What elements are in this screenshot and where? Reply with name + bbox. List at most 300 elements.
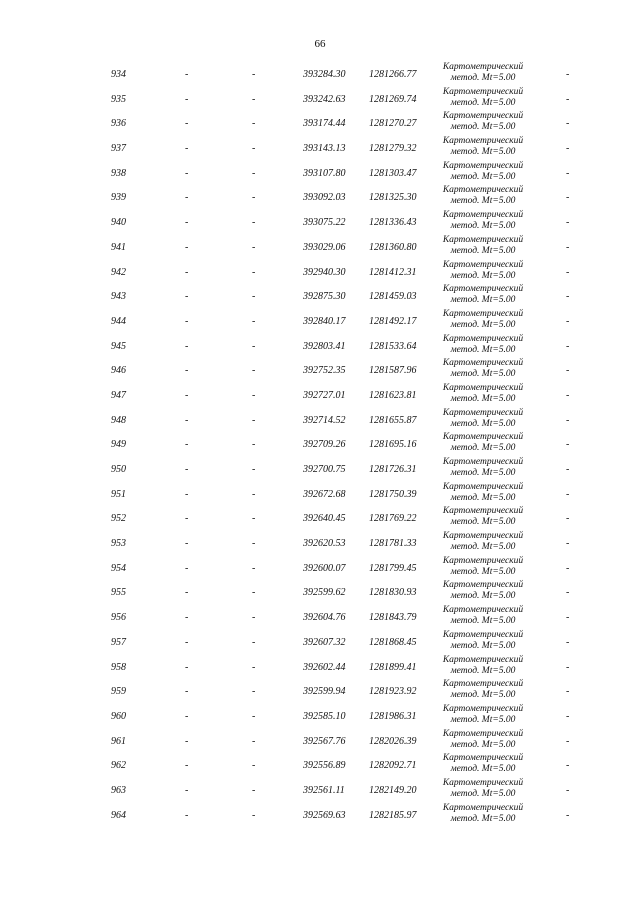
method-line-1: Картометрический bbox=[442, 457, 524, 467]
empty-value-dash: - bbox=[566, 464, 570, 475]
empty-value-dash: - bbox=[252, 562, 256, 574]
method-line-1: Картометрический bbox=[442, 333, 524, 344]
method-line-2: метод. Mt=5.00 bbox=[450, 443, 516, 454]
point-number: 953 bbox=[111, 538, 126, 550]
method-description bbox=[430, 753, 536, 775]
table-row bbox=[0, 160, 640, 185]
empty-value-dash: - bbox=[252, 784, 256, 796]
point-number: 943 bbox=[111, 291, 126, 303]
point-number: 954 bbox=[111, 562, 126, 574]
empty-value-dash: - bbox=[252, 365, 256, 377]
method-line-2: метод. Mt=5.00 bbox=[450, 616, 516, 627]
coordinate-y: 1281279.32 bbox=[369, 143, 417, 155]
method-description bbox=[430, 655, 536, 677]
method-line-2: метод. Mt=5.00 bbox=[450, 393, 516, 404]
point-number: 951 bbox=[111, 488, 126, 500]
method-line-1: Картометрический bbox=[442, 358, 524, 369]
page-number: 66 bbox=[314, 38, 326, 50]
empty-value-dash: - bbox=[566, 143, 570, 155]
method-description bbox=[430, 87, 536, 109]
method-description bbox=[430, 531, 536, 553]
empty-value-dash: - bbox=[185, 538, 189, 550]
point-number: 934 bbox=[111, 69, 126, 80]
table-row bbox=[0, 209, 640, 234]
method-line-1: Картометрический bbox=[442, 531, 524, 542]
table-row bbox=[0, 629, 640, 654]
coordinate-x: 393107.80 bbox=[303, 167, 346, 179]
empty-value-dash: - bbox=[185, 414, 189, 426]
empty-value-dash: - bbox=[252, 464, 256, 475]
coordinate-x: 392752.35 bbox=[303, 365, 346, 377]
method-description bbox=[430, 408, 536, 430]
point-number: 935 bbox=[111, 93, 126, 105]
method-line-1: Картометрический bbox=[442, 777, 524, 788]
empty-value-dash: - bbox=[185, 710, 189, 722]
empty-value-dash: - bbox=[252, 414, 256, 426]
empty-value-dash: - bbox=[185, 612, 189, 624]
empty-value-dash: - bbox=[185, 118, 189, 130]
empty-value-dash: - bbox=[185, 784, 189, 796]
method-description bbox=[430, 556, 536, 578]
empty-value-dash: - bbox=[185, 167, 189, 179]
coordinate-y: 1281360.80 bbox=[369, 241, 417, 253]
table-row bbox=[0, 604, 640, 629]
empty-value-dash: - bbox=[252, 686, 256, 698]
coordinate-y: 1281799.45 bbox=[369, 562, 417, 574]
table-row bbox=[0, 456, 640, 481]
empty-value-dash: - bbox=[252, 315, 256, 327]
coordinate-y: 1281695.16 bbox=[369, 439, 417, 451]
method-line-2: метод. Mt=5.00 bbox=[450, 122, 516, 133]
coordinate-x: 393075.22 bbox=[303, 217, 346, 229]
coordinate-x: 392640.45 bbox=[303, 513, 346, 525]
empty-value-dash: - bbox=[566, 439, 570, 451]
empty-value-dash: - bbox=[566, 809, 570, 821]
coordinate-y: 1281868.45 bbox=[369, 636, 417, 648]
method-line-2: метод. Mt=5.00 bbox=[450, 517, 516, 528]
empty-value-dash: - bbox=[566, 192, 570, 204]
method-line-2: метод. Mt=5.00 bbox=[450, 97, 516, 108]
table-row bbox=[0, 259, 640, 284]
empty-value-dash: - bbox=[185, 93, 189, 105]
table-row bbox=[0, 481, 640, 506]
coordinate-x: 392556.89 bbox=[303, 760, 346, 772]
empty-value-dash: - bbox=[566, 612, 570, 624]
coordinate-y: 1281587.96 bbox=[369, 365, 417, 377]
method-line-1: Картометрический bbox=[442, 210, 524, 221]
empty-value-dash: - bbox=[252, 710, 256, 722]
point-number: 959 bbox=[111, 686, 126, 698]
coordinate-x: 392727.01 bbox=[303, 389, 346, 401]
empty-value-dash: - bbox=[252, 217, 256, 229]
method-description bbox=[430, 803, 536, 825]
method-line-2: метод. Mt=5.00 bbox=[450, 245, 516, 256]
coordinate-y: 1281781.33 bbox=[369, 538, 417, 550]
method-line-2: метод. Mt=5.00 bbox=[450, 196, 516, 207]
coordinate-x: 392604.76 bbox=[303, 612, 346, 624]
coordinate-x: 392561.11 bbox=[303, 784, 345, 796]
method-line-1: Картометрический bbox=[442, 407, 524, 418]
method-line-2: метод. Mt=5.00 bbox=[450, 270, 516, 281]
coordinate-x: 392599.94 bbox=[303, 686, 346, 698]
empty-value-dash: - bbox=[566, 291, 570, 303]
coordinate-y: 1281923.92 bbox=[369, 686, 417, 698]
coordinate-y: 1281726.31 bbox=[369, 464, 417, 475]
empty-value-dash: - bbox=[566, 93, 570, 105]
table-row bbox=[0, 505, 640, 530]
empty-value-dash: - bbox=[252, 69, 256, 80]
coordinate-x: 392567.76 bbox=[303, 735, 346, 747]
table-row bbox=[0, 86, 640, 111]
method-line-1: Картометрический bbox=[442, 62, 524, 72]
empty-value-dash: - bbox=[185, 686, 189, 698]
empty-value-dash: - bbox=[566, 784, 570, 796]
method-line-1: Картометрический bbox=[442, 728, 524, 739]
empty-value-dash: - bbox=[566, 217, 570, 229]
method-description bbox=[430, 506, 536, 528]
empty-value-dash: - bbox=[185, 464, 189, 475]
table-row bbox=[0, 135, 640, 160]
point-number: 941 bbox=[111, 241, 126, 253]
method-line-2: метод. Mt=5.00 bbox=[450, 295, 516, 306]
empty-value-dash: - bbox=[252, 118, 256, 130]
method-line-2: метод. Mt=5.00 bbox=[450, 369, 516, 380]
method-line-1: Картометрический bbox=[442, 86, 524, 97]
empty-value-dash: - bbox=[185, 735, 189, 747]
method-description bbox=[430, 260, 536, 282]
coordinate-y: 1281459.03 bbox=[369, 291, 417, 303]
table-row bbox=[0, 308, 640, 333]
point-number: 949 bbox=[111, 439, 126, 451]
point-number: 936 bbox=[111, 118, 126, 130]
method-line-2: метод. Mt=5.00 bbox=[450, 665, 516, 676]
point-number: 950 bbox=[111, 464, 126, 475]
empty-value-dash: - bbox=[566, 315, 570, 327]
method-line-2: метод. Mt=5.00 bbox=[450, 468, 516, 478]
coordinate-x: 393174.44 bbox=[303, 118, 346, 130]
method-line-1: Картометрический bbox=[442, 284, 524, 295]
empty-value-dash: - bbox=[185, 760, 189, 772]
method-line-1: Картометрический bbox=[442, 580, 524, 591]
coordinate-x: 392569.63 bbox=[303, 809, 346, 821]
coordinate-y: 1281269.74 bbox=[369, 93, 417, 105]
empty-value-dash: - bbox=[185, 587, 189, 599]
empty-value-dash: - bbox=[252, 389, 256, 401]
coordinate-x: 392599.62 bbox=[303, 587, 346, 599]
coordinate-x: 392875.30 bbox=[303, 291, 346, 303]
empty-value-dash: - bbox=[185, 661, 189, 673]
empty-value-dash: - bbox=[566, 414, 570, 426]
method-line-2: метод. Mt=5.00 bbox=[450, 764, 516, 775]
method-line-2: метод. Mt=5.00 bbox=[450, 171, 516, 182]
empty-value-dash: - bbox=[252, 636, 256, 648]
coordinate-x: 392709.26 bbox=[303, 439, 346, 451]
method-line-1: Картометрический bbox=[442, 654, 524, 665]
coordinate-y: 1281843.79 bbox=[369, 612, 417, 624]
empty-value-dash: - bbox=[185, 389, 189, 401]
table-row bbox=[0, 357, 640, 382]
empty-value-dash: - bbox=[566, 636, 570, 648]
method-description bbox=[430, 358, 536, 380]
point-number: 937 bbox=[111, 143, 126, 155]
coordinate-x: 392840.17 bbox=[303, 315, 346, 327]
method-line-1: Картометрический bbox=[442, 605, 524, 616]
empty-value-dash: - bbox=[566, 735, 570, 747]
table-row bbox=[0, 579, 640, 604]
coordinate-x: 392700.75 bbox=[303, 464, 346, 475]
empty-value-dash: - bbox=[252, 291, 256, 303]
empty-value-dash: - bbox=[566, 562, 570, 574]
method-description bbox=[430, 334, 536, 356]
point-number: 948 bbox=[111, 414, 126, 426]
empty-value-dash: - bbox=[185, 192, 189, 204]
empty-value-dash: - bbox=[566, 710, 570, 722]
empty-value-dash: - bbox=[566, 167, 570, 179]
table-row bbox=[0, 752, 640, 777]
coordinate-y: 1281899.41 bbox=[369, 661, 417, 673]
method-description bbox=[430, 704, 536, 726]
table-row bbox=[0, 234, 640, 259]
method-line-2: метод. Mt=5.00 bbox=[450, 542, 516, 553]
method-line-1: Картометрический bbox=[442, 629, 524, 640]
method-line-2: метод. Mt=5.00 bbox=[450, 319, 516, 330]
empty-value-dash: - bbox=[566, 389, 570, 401]
coordinate-y: 1281750.39 bbox=[369, 488, 417, 500]
empty-value-dash: - bbox=[566, 488, 570, 500]
empty-value-dash: - bbox=[566, 760, 570, 772]
empty-value-dash: - bbox=[185, 291, 189, 303]
empty-value-dash: - bbox=[252, 538, 256, 550]
method-description bbox=[430, 729, 536, 751]
empty-value-dash: - bbox=[252, 439, 256, 451]
method-description bbox=[430, 432, 536, 454]
empty-value-dash: - bbox=[185, 241, 189, 253]
method-line-2: метод. Mt=5.00 bbox=[450, 714, 516, 725]
empty-value-dash: - bbox=[185, 562, 189, 574]
method-line-2: метод. Mt=5.00 bbox=[450, 344, 516, 355]
table-row bbox=[0, 703, 640, 728]
point-number: 963 bbox=[111, 784, 126, 796]
table-row bbox=[0, 184, 640, 209]
coordinate-x: 393242.63 bbox=[303, 93, 346, 105]
point-number: 942 bbox=[111, 266, 126, 278]
method-description bbox=[430, 457, 536, 479]
method-line-2: метод. Mt=5.00 bbox=[450, 591, 516, 602]
empty-value-dash: - bbox=[185, 69, 189, 80]
method-line-2: метод. Mt=5.00 bbox=[450, 492, 516, 503]
method-line-2: метод. Mt=5.00 bbox=[450, 566, 516, 577]
coordinate-y: 1282185.97 bbox=[369, 809, 417, 821]
empty-value-dash: - bbox=[252, 809, 256, 821]
method-line-1: Картометрический bbox=[442, 259, 524, 270]
empty-value-dash: - bbox=[566, 661, 570, 673]
empty-value-dash: - bbox=[252, 167, 256, 179]
coordinate-y: 1282026.39 bbox=[369, 735, 417, 747]
point-number: 956 bbox=[111, 612, 126, 624]
table-row bbox=[0, 678, 640, 703]
method-description bbox=[430, 778, 536, 800]
empty-value-dash: - bbox=[252, 513, 256, 525]
point-number: 960 bbox=[111, 710, 126, 722]
method-description bbox=[430, 62, 536, 84]
coordinate-x: 392803.41 bbox=[303, 340, 346, 352]
table-row bbox=[0, 654, 640, 679]
coordinate-x: 392602.44 bbox=[303, 661, 346, 673]
method-line-2: метод. Mt=5.00 bbox=[450, 73, 516, 83]
coordinate-x: 392672.68 bbox=[303, 488, 346, 500]
method-description bbox=[430, 383, 536, 405]
coordinate-y: 1281655.87 bbox=[369, 414, 417, 426]
method-line-1: Картометрический bbox=[442, 703, 524, 714]
coordinate-y: 1281623.81 bbox=[369, 389, 417, 401]
method-line-1: Картометрический bbox=[442, 111, 524, 122]
table-row bbox=[0, 333, 640, 358]
empty-value-dash: - bbox=[252, 192, 256, 204]
method-description bbox=[430, 235, 536, 257]
empty-value-dash: - bbox=[185, 217, 189, 229]
coordinate-y: 1281325.30 bbox=[369, 192, 417, 204]
coordinate-y: 1281412.31 bbox=[369, 266, 417, 278]
coordinate-y: 1282092.71 bbox=[369, 760, 417, 772]
point-number: 964 bbox=[111, 809, 126, 821]
coordinate-x: 393092.03 bbox=[303, 192, 346, 204]
table-row bbox=[0, 382, 640, 407]
empty-value-dash: - bbox=[185, 636, 189, 648]
method-line-1: Картометрический bbox=[442, 160, 524, 171]
empty-value-dash: - bbox=[252, 612, 256, 624]
empty-value-dash: - bbox=[566, 365, 570, 377]
method-line-1: Картометрический bbox=[442, 308, 524, 319]
empty-value-dash: - bbox=[185, 266, 189, 278]
point-number: 940 bbox=[111, 217, 126, 229]
coordinate-y: 1281336.43 bbox=[369, 217, 417, 229]
empty-value-dash: - bbox=[252, 340, 256, 352]
method-description bbox=[430, 136, 536, 158]
table-row bbox=[0, 530, 640, 555]
empty-value-dash: - bbox=[185, 488, 189, 500]
point-number: 952 bbox=[111, 513, 126, 525]
empty-value-dash: - bbox=[252, 266, 256, 278]
empty-value-dash: - bbox=[252, 93, 256, 105]
point-number: 961 bbox=[111, 735, 126, 747]
coordinate-x: 393143.13 bbox=[303, 143, 346, 155]
coordinate-x: 392714.52 bbox=[303, 414, 346, 426]
coordinate-x: 392585.10 bbox=[303, 710, 346, 722]
table-row bbox=[0, 555, 640, 580]
method-line-1: Картометрический bbox=[442, 136, 524, 147]
method-line-2: метод. Mt=5.00 bbox=[450, 690, 516, 701]
empty-value-dash: - bbox=[252, 241, 256, 253]
empty-value-dash: - bbox=[185, 315, 189, 327]
method-line-1: Картометрический bbox=[442, 506, 524, 517]
method-line-2: метод. Mt=5.00 bbox=[450, 147, 516, 158]
coordinate-y: 1281986.31 bbox=[369, 710, 417, 722]
empty-value-dash: - bbox=[566, 587, 570, 599]
method-line-1: Картометрический bbox=[442, 679, 524, 690]
method-line-2: метод. Mt=5.00 bbox=[450, 640, 516, 651]
point-number: 939 bbox=[111, 192, 126, 204]
point-number: 957 bbox=[111, 636, 126, 648]
table-row bbox=[0, 728, 640, 753]
coordinate-y: 1281303.47 bbox=[369, 167, 417, 179]
point-number: 955 bbox=[111, 587, 126, 599]
empty-value-dash: - bbox=[566, 241, 570, 253]
method-line-1: Картометрический bbox=[442, 753, 524, 764]
coordinates-table bbox=[0, 61, 640, 826]
method-description bbox=[430, 185, 536, 207]
method-description bbox=[430, 111, 536, 133]
point-number: 938 bbox=[111, 167, 126, 179]
empty-value-dash: - bbox=[185, 365, 189, 377]
method-line-2: метод. Mt=5.00 bbox=[450, 788, 516, 799]
table-row bbox=[0, 777, 640, 802]
coordinate-x: 392620.53 bbox=[303, 538, 346, 550]
empty-value-dash: - bbox=[252, 488, 256, 500]
empty-value-dash: - bbox=[252, 760, 256, 772]
point-number: 962 bbox=[111, 760, 126, 772]
coordinate-y: 1281266.77 bbox=[369, 69, 417, 80]
empty-value-dash: - bbox=[185, 513, 189, 525]
table-row bbox=[0, 61, 640, 86]
table-row bbox=[0, 407, 640, 432]
coordinate-y: 1281492.17 bbox=[369, 315, 417, 327]
method-description bbox=[430, 309, 536, 331]
point-number: 946 bbox=[111, 365, 126, 377]
coordinate-y: 1282149.20 bbox=[369, 784, 417, 796]
point-number: 945 bbox=[111, 340, 126, 352]
method-description bbox=[430, 161, 536, 183]
empty-value-dash: - bbox=[185, 143, 189, 155]
empty-value-dash: - bbox=[566, 118, 570, 130]
method-line-2: метод. Mt=5.00 bbox=[450, 813, 516, 824]
method-line-1: Картометрический bbox=[442, 481, 524, 492]
empty-value-dash: - bbox=[566, 513, 570, 525]
coordinate-x: 392607.32 bbox=[303, 636, 346, 648]
empty-value-dash: - bbox=[566, 686, 570, 698]
method-description bbox=[430, 630, 536, 652]
empty-value-dash: - bbox=[566, 340, 570, 352]
empty-value-dash: - bbox=[252, 661, 256, 673]
empty-value-dash: - bbox=[185, 340, 189, 352]
method-description bbox=[430, 210, 536, 232]
point-number: 944 bbox=[111, 315, 126, 327]
coordinate-x: 392940.30 bbox=[303, 266, 346, 278]
method-line-1: Картометрический bbox=[442, 432, 524, 443]
method-description bbox=[430, 580, 536, 602]
coordinate-y: 1281830.93 bbox=[369, 587, 417, 599]
method-line-1: Картометрический bbox=[442, 555, 524, 566]
method-description bbox=[430, 284, 536, 306]
point-number: 958 bbox=[111, 661, 126, 673]
method-line-2: метод. Mt=5.00 bbox=[450, 221, 516, 232]
method-line-1: Картометрический bbox=[442, 382, 524, 393]
coordinate-y: 1281533.64 bbox=[369, 340, 417, 352]
empty-value-dash: - bbox=[252, 735, 256, 747]
empty-value-dash: - bbox=[185, 809, 189, 821]
coordinate-x: 393284.30 bbox=[303, 69, 346, 80]
table-row bbox=[0, 283, 640, 308]
method-description bbox=[430, 679, 536, 701]
table-row bbox=[0, 802, 640, 827]
coordinate-y: 1281769.22 bbox=[369, 513, 417, 525]
empty-value-dash: - bbox=[252, 143, 256, 155]
coordinate-y: 1281270.27 bbox=[369, 118, 417, 130]
table-row bbox=[0, 110, 640, 135]
table-row bbox=[0, 431, 640, 456]
method-line-2: метод. Mt=5.00 bbox=[450, 418, 516, 429]
method-line-1: Картометрический bbox=[442, 234, 524, 245]
method-line-1: Картометрический bbox=[442, 802, 524, 813]
